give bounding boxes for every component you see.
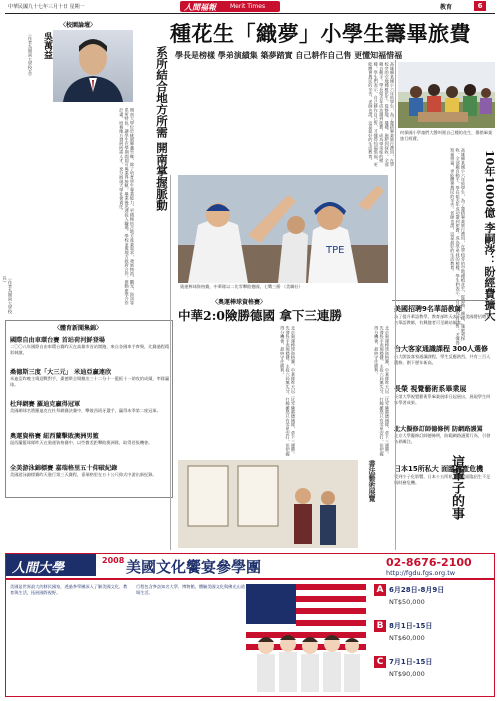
author-portrait — [53, 30, 133, 102]
column-title: 系所結合地方所需 開南掌握脈動 — [155, 46, 169, 212]
right-item-5-body: 受到少子化影響，日本十五所私立大學面臨招生不足與財務危機。 — [394, 474, 491, 485]
sports-item-3-body: 美國網球名將羅迪克在杜拜網賽決賽中，擊敗西班牙選手，贏得本季第二座冠軍。 — [10, 408, 161, 413]
main-article — [170, 62, 395, 172]
right-item-4 — [394, 424, 494, 461]
right-item-5-title: 日本15所私大 面臨破產危機 — [394, 465, 484, 473]
ad-left-copy: 美國是世界最大的移民國家，透過參學團深入了解美國文化、教育與生活，拓展國際視野。 — [10, 584, 128, 595]
right-item-2-title: 台大客家通識課程 300人選修 — [394, 345, 489, 353]
side-headline: 10年1000億 李嗣涔：盼經費擴大 — [483, 150, 496, 321]
column-tag: 〈校園論壇〉 — [60, 22, 97, 29]
exhibit-calligraphy: 這輩子的事 — [449, 455, 464, 520]
sports-item-3 — [10, 399, 170, 430]
masthead-date: 中華民國九十七年三月十日 星期一 — [8, 4, 85, 10]
ad-trip-a-price: NT$50,000 — [389, 598, 425, 606]
right-item-1-body: 為了提升華語教學，教育部昨天表示，美國將招聘九名華語教師，有興趣者可至網站報名。 — [394, 314, 491, 325]
divider-left — [170, 175, 171, 550]
baseball-tag: 〈奧運棒球資格賽〉 — [212, 299, 267, 306]
sports-item-3-title: 杜拜網賽 羅迪克贏得冠軍 — [10, 401, 81, 408]
sports-box — [5, 320, 173, 498]
column-body: 開南大學位於桃園縣蘆竹鄉，除了培育學生專業能力，更積極結合地方產業需求，發展物流、觀光、資訊等系所特色，讓學生在學期間即可與業界接軌，畢業後迅速投入職場。學校並與地方政府合作，推動產學合作計畫，培養地方發展所需人才，充分展現大學社會責任。 — [119, 108, 135, 305]
ad-trip-b-dates: 8月1日-15日 — [389, 622, 433, 630]
ad-trip-c-dates: 7月1日-15日 — [389, 658, 433, 666]
sports-item-1-body: 二〇〇八年國際自由車環台賽昨天在高雄市首站開跑，來自各國車手齊聚，比賽過程精彩刺激。 — [10, 344, 170, 355]
ad-mid-copy: 行程包含參訪知名大學、博物館，體驗美國文化與佛光山道場生活。 — [136, 584, 245, 595]
kids-photo — [398, 62, 495, 128]
sports-item-4-title: 奧運資格賽 紐西蘭擊敗澳洲男籃 — [10, 433, 99, 440]
sports-item-2-body: 米迪亞昨晚主場迎戰對手，桑德斯全場繳出三十二分十一籃板十一助攻的成績，率隊贏球。 — [10, 376, 170, 387]
kids-photo-caption: 何保國小學童們大聲叫賣自己種的花生，籌措畢業旅行經費。 — [400, 130, 493, 141]
right-item-3 — [394, 384, 494, 422]
ad-url[interactable]: http://fgdu.fgs.org.tw — [386, 569, 456, 577]
ad-banner — [5, 553, 495, 697]
masthead-rule — [5, 13, 495, 14]
page-number: 6 — [474, 1, 486, 11]
right-item-4-body: 北京大學擬修訂師德條例，防範網路謾罵行為，引發各界關注。 — [394, 433, 491, 444]
ad-trip-a-dates: 6月28日-8月9日 — [389, 586, 445, 594]
ad-trip-c[interactable] — [374, 656, 492, 690]
right-item-3-title: 長榮 視覺藝術系畢業展 — [394, 385, 467, 393]
right-news — [392, 300, 495, 550]
baseball-headline: 中華2:0險勝德國 拿下三連勝 — [178, 308, 342, 323]
sports-item-5-body: 美國游泳錦標賽昨天進行第三天賽程，嘉瑞格里在五十公尺仰式中游出新紀錄。 — [10, 472, 157, 477]
sports-item-2-title: 桑德斯三度「大三元」 米迪亞贏連欣 — [10, 369, 112, 376]
column-byline-note: （作者為開南大學校長） — [28, 32, 33, 79]
column-box — [2, 18, 169, 318]
logo-section-tag: Merit Times — [230, 3, 266, 10]
sports-item-4 — [10, 431, 170, 462]
ad-trip-b[interactable] — [374, 620, 492, 654]
ad-trip-a[interactable] — [374, 584, 492, 618]
right-item-1-title: 美國招聘9名華語教師 — [394, 305, 462, 313]
column-byline: 吳萬益 — [42, 32, 52, 59]
sports-item-5 — [10, 463, 170, 500]
ad-trip-a-label: A — [374, 584, 386, 596]
baseball-caption-text: 奧運棒球資格賽，中華隊以二比零擊敗德國，七戰三勝 — [180, 284, 281, 289]
side-article-body: 高雄縣某國小六年級學生，為了籌措畢業旅行費用，在學校旁的空地種植花生，從整地、播種、施肥到採收，全部親自動手。學長姐去年成功籌到旅費，成為學弟妹的榜樣。學生們表示，自己耕作自己售，才懂得知福惜福，更能體會農民的辛苦。老師也說，這是最好的生活教育。 — [450, 148, 466, 345]
right-news-rule — [392, 300, 495, 301]
ad-trip-b-label: B — [374, 620, 386, 632]
baseball-caption-credit: （美聯社） — [281, 284, 303, 289]
sports-item-2 — [10, 367, 170, 398]
ad-band-rule — [6, 578, 494, 580]
main-headline: 種花生「織夢」小學生籌畢旅費 — [170, 21, 471, 46]
baseball-photo-caption — [180, 284, 388, 296]
ad-trip-c-label: C — [374, 656, 386, 668]
exhibit-body: 北京奧運棒球資格賽，中華隊昨天以二比零險勝德國隊，拿下三連勝。先發投手表現穩健，主投六局無失分，打線雖然只有零星安打，但把握得分機會，最終守住勝利。 — [280, 326, 296, 456]
right-item-1 — [394, 304, 494, 342]
ad-trip-c-price: NT$90,000 — [389, 670, 425, 678]
main-article-body: 高雄縣某國小六年級學生，為了籌措畢業旅行費用，在學校旁的空地種植花生，從整地、播種、施肥到採收，全部親自動手。學長姐去年成功籌到旅費，成為學弟妹的榜樣。學生們表示，自己耕作自己售，才懂得知福惜福，更能體會農民的辛苦。老師也說，這是最好的生活教育。 — [368, 62, 395, 167]
sports-item-4-body: 紐西蘭籃球隊昨天在奧運資格賽中，以些微差距擊敗澳洲隊，取得晉級機會。 — [10, 440, 153, 445]
baseball-body: 北京奧運棒球資格賽，中華隊昨天以二比零險勝德國隊，拿下三連勝。先發投手表現穩健，主投六局無失分，打線雖然只有零星安打，但把握得分機會，最終守住勝利。 — [374, 326, 390, 456]
right-item-2-body: 台大開設客家通識課程，學生反應熱烈，共有三百人選修，創下歷年新高。 — [394, 354, 491, 365]
main-subheadline: 學長是榜樣 學弟演績集 築夢踏實 自己耕作自己售 更懂知福惜福 — [175, 51, 403, 60]
ad-trip-b-price: NT$60,000 — [389, 634, 425, 642]
ad-title: 美國文化饗宴參學團 — [126, 558, 262, 576]
exhibit-photo — [178, 460, 358, 548]
masthead-logo — [180, 1, 280, 12]
sports-item-1 — [10, 335, 170, 366]
sports-box-tag: 〈體育新聞集錦〉 — [54, 325, 103, 332]
right-item-2 — [394, 344, 494, 382]
ad-phone: 02-8676-2100 — [386, 556, 472, 569]
ad-year: 2008 — [102, 556, 125, 565]
sports-item-5-title: 全美游泳錦標賽 嘉瑞格里五十仰破紀錄 — [10, 465, 118, 472]
svg-text:TPE: TPE — [326, 245, 345, 256]
sports-item-1-title: 國際自由車環台賽 首站荷河鮮登場 — [10, 337, 105, 344]
divider-right — [395, 60, 396, 550]
right-item-3-body: 長榮大學視覺藝術系畢業展即日起展出，展現學生四年學習成果。 — [394, 394, 491, 405]
section-name: 教育 — [440, 4, 453, 11]
column-body-end: （作者為開南大學校長） — [2, 276, 13, 314]
ad-brand-block — [6, 554, 96, 576]
logo-text: 人間福報 — [184, 2, 216, 12]
masthead — [0, 0, 500, 14]
right-item-5 — [394, 464, 494, 508]
baseball-photo — [178, 175, 388, 283]
ad-group-photo — [246, 584, 366, 692]
right-item-4-title: 北大擬修訂師德條例 防網路謾罵 — [394, 426, 483, 433]
exhibit-caption: 書法藝術展覽 — [368, 460, 376, 502]
ad-brand: 人間大學 — [12, 561, 65, 576]
